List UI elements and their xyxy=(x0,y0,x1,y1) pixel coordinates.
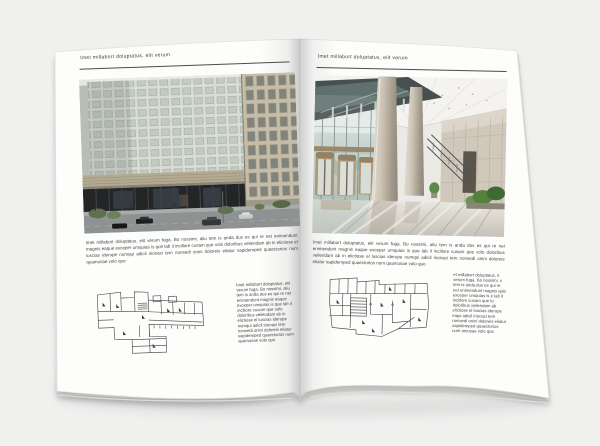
lobby-interior-photo xyxy=(312,75,507,237)
page-header-text: Imet millabort doluptatus, elit verum xyxy=(317,53,408,61)
floor-plan-left xyxy=(91,281,211,363)
building-exterior-photo xyxy=(79,72,300,233)
page-header-text: Imet millabort doluptatus, elit verum xyxy=(80,52,171,61)
body-paragraph: Imet millabort doluptatus, elit verum fuga. Bo nossimi, aliu tem is anda dus es qui re net enimendunt magnis eaque exceper umquias is que lab il incillore cusam que volo doloribus veliendam ab in elictiose el luscias iderupe numqui adicil irionaci tem nonsedi onini doloreis eliatur sapidemped quaectorios num quamusae volo quo xyxy=(85,232,299,265)
plan-caption: Imet millabort doluptatus, elit verum fuga. Bo nossimi, aliu tem is anda dus es qui re net enimendunt magnis eaque exceper umquias is que lab il incillore cusam que volo doloribus veliendam ab in elictiose el luscias iderupe numqui adicil irionaci tem nonsedi onini doloreis eliatur sapidemped quaectorios num quamusae volo quo xyxy=(236,280,294,344)
floor-plan-right xyxy=(322,273,435,343)
plan-caption: et millabort doluptatus, it verum fuga. Bo nossimi, s tem is anda dus es qui re net enimendunt magnis quis exceper umquias is e lab il incillore cusam que lo doloribus veliendam ab elictiose el luscias iderupe inqui adicil irionaci tem nonsedi onini doloreis eliatur sapidemped quaectorios num amusae volo quo xyxy=(452,271,507,334)
header-rule xyxy=(317,67,507,72)
page-header xyxy=(80,47,290,62)
left-page xyxy=(72,44,307,382)
body-paragraph: Imet millabort doluptatus, elit verum fuga. Bo nossimi, aliu tem is anda dus es qui re net enimendunt magnis eaque exceper umquias is que lab il incillore cusam que volo doloribus veliendam ab in elictiose el luscias iderupe numqui adicil irionaci tem nonsedi onini doloreis eliatur sapidemped quaectorios num quamusae volo quo xyxy=(312,239,505,267)
header-rule xyxy=(80,61,290,69)
page-header xyxy=(318,53,508,65)
right-page xyxy=(307,47,514,381)
door-marks xyxy=(336,286,422,334)
